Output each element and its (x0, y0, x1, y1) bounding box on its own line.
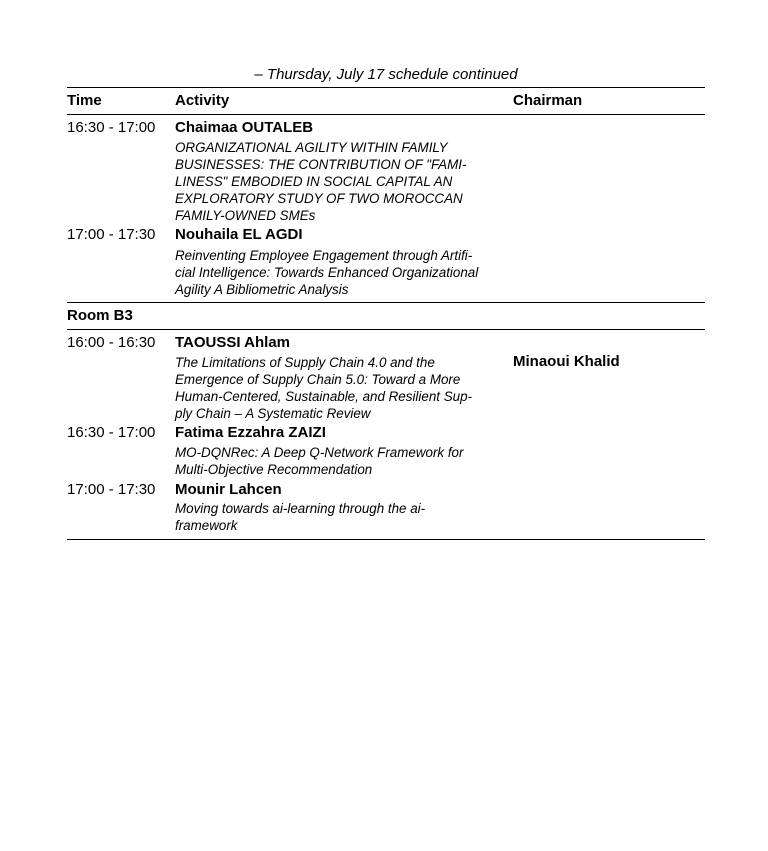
session-title (175, 444, 505, 478)
title-line: Agility A Bibliometric Analysis (175, 282, 349, 297)
title-line: FAMILY-OWNED SMEs (175, 208, 316, 223)
session-presenter: Chaimaa OUTALEB (175, 119, 314, 136)
room-label: Room B3 (67, 307, 133, 324)
session-time: 16:30 - 17:00 (67, 424, 156, 441)
title-line: Reinventing Employee Engagement through Artifi- (175, 248, 473, 263)
title-line: cial Intelligence: Towards Enhanced Organizational (175, 265, 479, 280)
room-rule (67, 329, 705, 330)
header-chairman: Chairman (513, 92, 583, 109)
title-line: Human-Centered, Sustainable, and Resilient Sup- (175, 389, 472, 404)
title-line: ORGANIZATIONAL AGILITY WITHIN FAMILY (175, 140, 448, 155)
title-line: EXPLORATORY STUDY OF TWO MOROCCAN (175, 191, 463, 206)
title-line: BUSINESSES: THE CONTRIBUTION OF "FAMI- (175, 157, 467, 172)
header-time: Time (67, 92, 102, 109)
session-presenter: TAOUSSI Ahlam (175, 334, 291, 351)
session-presenter: Nouhaila EL AGDI (175, 226, 303, 243)
header-activity: Activity (175, 92, 230, 109)
session-title (175, 139, 505, 224)
title-line: LINESS" EMBODIED IN SOCIAL CAPITAL AN (175, 174, 453, 189)
section-rule (67, 302, 705, 303)
title-line: Moving towards ai-learning through the ai- (175, 501, 426, 516)
session-time: 16:30 - 17:00 (67, 119, 156, 136)
title-line: Multi-Objective Recommendation (175, 462, 373, 477)
schedule-caption: – Thursday, July 17 schedule continued (254, 66, 518, 83)
session-title (175, 354, 505, 422)
chairman-name: Minaoui Khalid (513, 353, 620, 370)
session-title (175, 247, 505, 298)
session-time: 17:00 - 17:30 (67, 481, 156, 498)
session-presenter: Fatima Ezzahra ZAIZI (175, 424, 326, 441)
session-title (175, 500, 505, 534)
title-line: framework (175, 518, 238, 533)
title-line: ply Chain – A Systematic Review (175, 406, 371, 421)
title-line: The Limitations of Supply Chain 4.0 and the (175, 355, 435, 370)
session-time: 16:00 - 16:30 (67, 334, 156, 351)
header-rule (67, 114, 705, 115)
title-line: Emergence of Supply Chain 5.0: Toward a More (175, 372, 461, 387)
title-line: MO-DQNRec: A Deep Q-Network Framework for (175, 445, 464, 460)
session-presenter: Mounir Lahcen (175, 481, 282, 498)
session-time: 17:00 - 17:30 (67, 226, 156, 243)
top-rule (67, 87, 705, 88)
bottom-rule (67, 539, 705, 540)
